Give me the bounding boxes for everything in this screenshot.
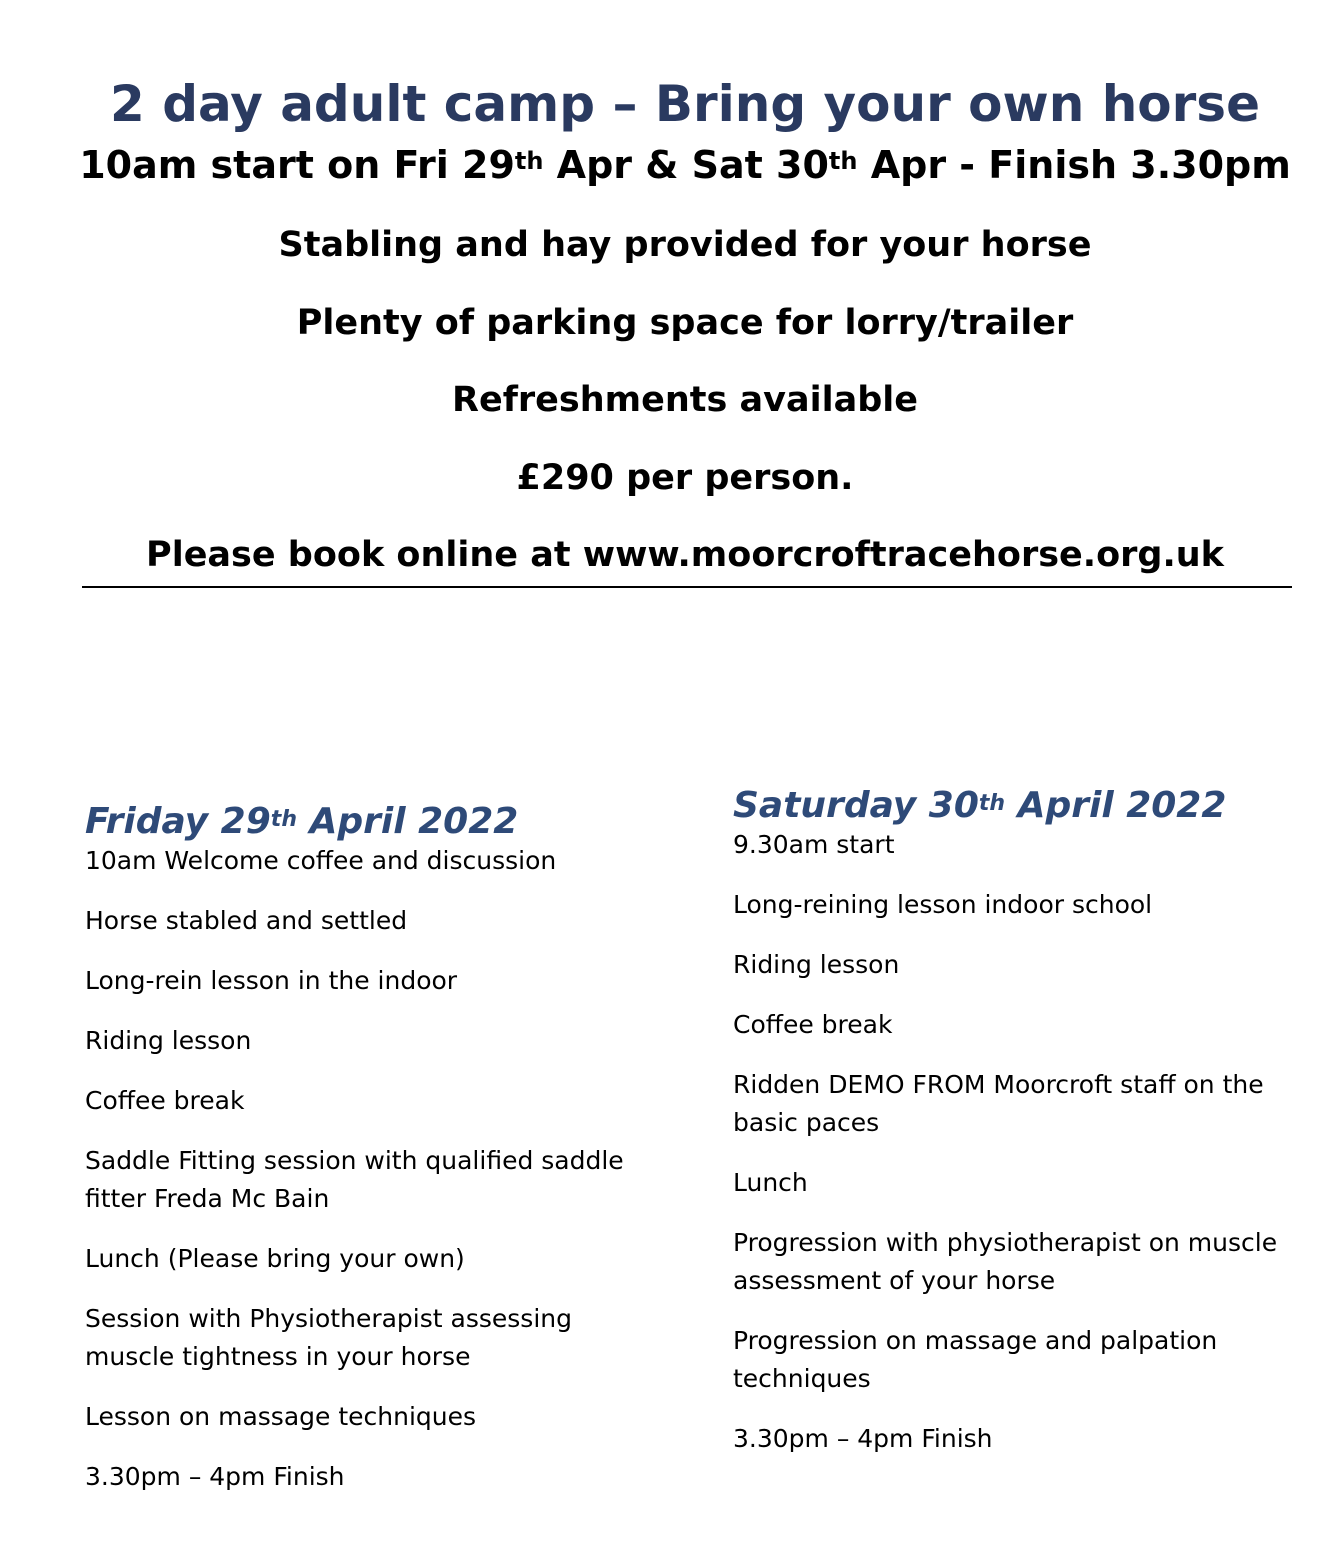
saturday-heading	[733, 782, 1226, 830]
list-item: Saddle Fitting session with qualified saddle fitter Freda Mc Bain	[85, 1146, 624, 1213]
friday-heading-ordinal: th	[270, 806, 297, 832]
dates-text-2: Apr & Sat 30	[543, 143, 829, 187]
dates-text-1: 10am start on Fri 29	[79, 143, 515, 187]
friday-heading-text-2: April 2022	[296, 800, 519, 842]
friday-heading	[85, 798, 518, 846]
page-title: 2 day adult camp – Bring your own horse	[110, 74, 1260, 133]
divider	[82, 586, 1292, 588]
list-item: Ridden DEMO FROM Moorcroft staff on the basic paces	[733, 1070, 1264, 1137]
list-item: Riding lesson	[85, 1026, 252, 1055]
list-item: Coffee break	[733, 1010, 893, 1039]
list-item: Session with Physiotherapist assessing muscle tightness in your horse	[85, 1304, 572, 1371]
refreshments-info: Refreshments available	[452, 380, 918, 420]
parking-info: Plenty of parking space for lorry/trailer	[296, 303, 1074, 343]
dates-text-3: Apr - Finish 3.30pm	[857, 143, 1291, 187]
list-item: Lunch	[733, 1168, 808, 1197]
list-item: Progression with physiotherapist on muscle assessment of your horse	[733, 1228, 1278, 1295]
saturday-schedule	[733, 826, 1293, 1480]
saturday-heading-text-2: April 2022	[1005, 784, 1227, 826]
dates-ordinal-1: th	[514, 147, 544, 175]
saturday-heading-text-1: Saturday 30	[733, 784, 979, 826]
list-item: Long-rein lesson in the indoor	[85, 966, 458, 995]
saturday-heading-ordinal: th	[978, 790, 1006, 816]
list-item: 3.30pm – 4pm Finish	[85, 1462, 345, 1491]
list-item: 3.30pm – 4pm Finish	[733, 1424, 993, 1453]
list-item: Riding lesson	[733, 950, 900, 979]
list-item: Long-reining lesson indoor school	[733, 890, 1153, 919]
list-item: Horse stabled and settled	[85, 906, 408, 935]
list-item: 10am Welcome coffee and discussion	[85, 846, 557, 875]
list-item: 9.30am start	[733, 830, 895, 859]
list-item: Lunch (Please bring your own)	[85, 1244, 465, 1273]
list-item: Lesson on massage techniques	[85, 1402, 477, 1431]
event-dates	[0, 140, 1338, 190]
booking-info: Please book online at www.moorcroftracehorse.org.uk	[146, 535, 1224, 575]
list-item: Coffee break	[85, 1086, 245, 1115]
dates-ordinal-2: th	[828, 147, 858, 175]
list-item: Progression on massage and palpation techniques	[733, 1326, 1218, 1393]
friday-heading-text-1: Friday 29	[85, 800, 271, 842]
stabling-info: Stabling and hay provided for your horse	[278, 225, 1092, 265]
friday-schedule	[85, 842, 655, 1518]
price-info: £290 per person.	[516, 458, 854, 498]
